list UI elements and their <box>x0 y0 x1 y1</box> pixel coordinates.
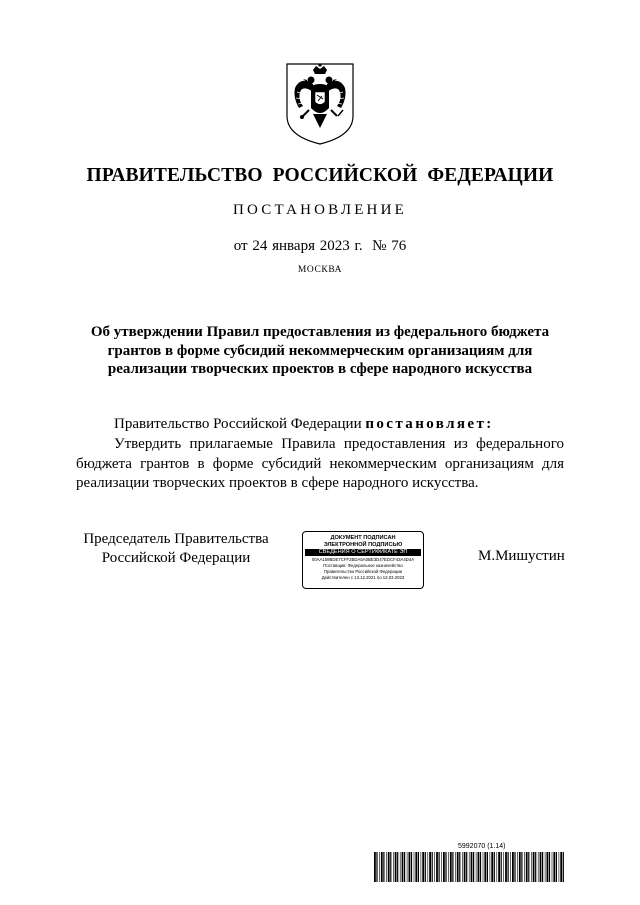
stamp-issuer: Поставщик: Федеральное казначейство <box>323 563 403 568</box>
stamp-title-1: ДОКУМЕНТ ПОДПИСАН <box>330 535 396 541</box>
decree-verb: постановляет: <box>365 416 494 432</box>
decree-intro-text: Правительство Российской Федерации <box>114 416 362 432</box>
government-title: ПРАВИТЕЛЬСТВО РОССИЙСКОЙ ФЕДЕРАЦИИ <box>86 165 554 186</box>
document-type: ПОСТАНОВЛЕНИЕ <box>233 202 407 218</box>
stamp-validity: Действителен с 13.12.2021 по 13.03.2023 <box>321 575 405 580</box>
signer-position <box>76 530 276 567</box>
electronic-signature-stamp <box>302 531 424 589</box>
document-date-number: от 24 января 2023 г. № 76 <box>233 238 407 254</box>
subject-line-3: реализации творческих проектов в сфере народного искусства <box>107 361 533 377</box>
stamp-serial: 00AA159BDE7CFF2BDA5A0BE3D47EDCF43A4D4A <box>311 557 415 562</box>
decree-body-text: Утвердить прилагаемые Правила предоставления из федерального бюджета грантов в форме субсидий некоммерческим организациям для реализации творческих проектов в сфере народного искусства. <box>76 436 564 491</box>
russian-coat-of-arms-icon <box>283 58 357 148</box>
signer-position-line-1: Председатель Правительства <box>83 531 269 547</box>
subject-line-1: Об утверждении Правил предоставления из федерального бюджета <box>90 324 550 340</box>
barcode-icon <box>374 852 564 882</box>
stamp-banner: СВЕДЕНИЯ О СЕРТИФИКАТЕ ЭП <box>305 549 421 556</box>
stamp-owner: Правительство Российской Федерации <box>323 569 403 574</box>
stamp-title-2: ЭЛЕКТРОННОЙ ПОДПИСЬЮ <box>323 541 403 548</box>
signer-name: М.Мишустин <box>478 548 565 564</box>
signer-position-line-2: Российской Федерации <box>101 549 251 566</box>
document-subject <box>70 323 570 379</box>
decree-intro <box>114 416 494 433</box>
subject-line-2: грантов в форме субсидий некоммерческим организациям для <box>107 342 533 359</box>
document-city: МОСКВА <box>297 265 343 275</box>
barcode-code: 5992070 (1.14) <box>458 843 506 850</box>
